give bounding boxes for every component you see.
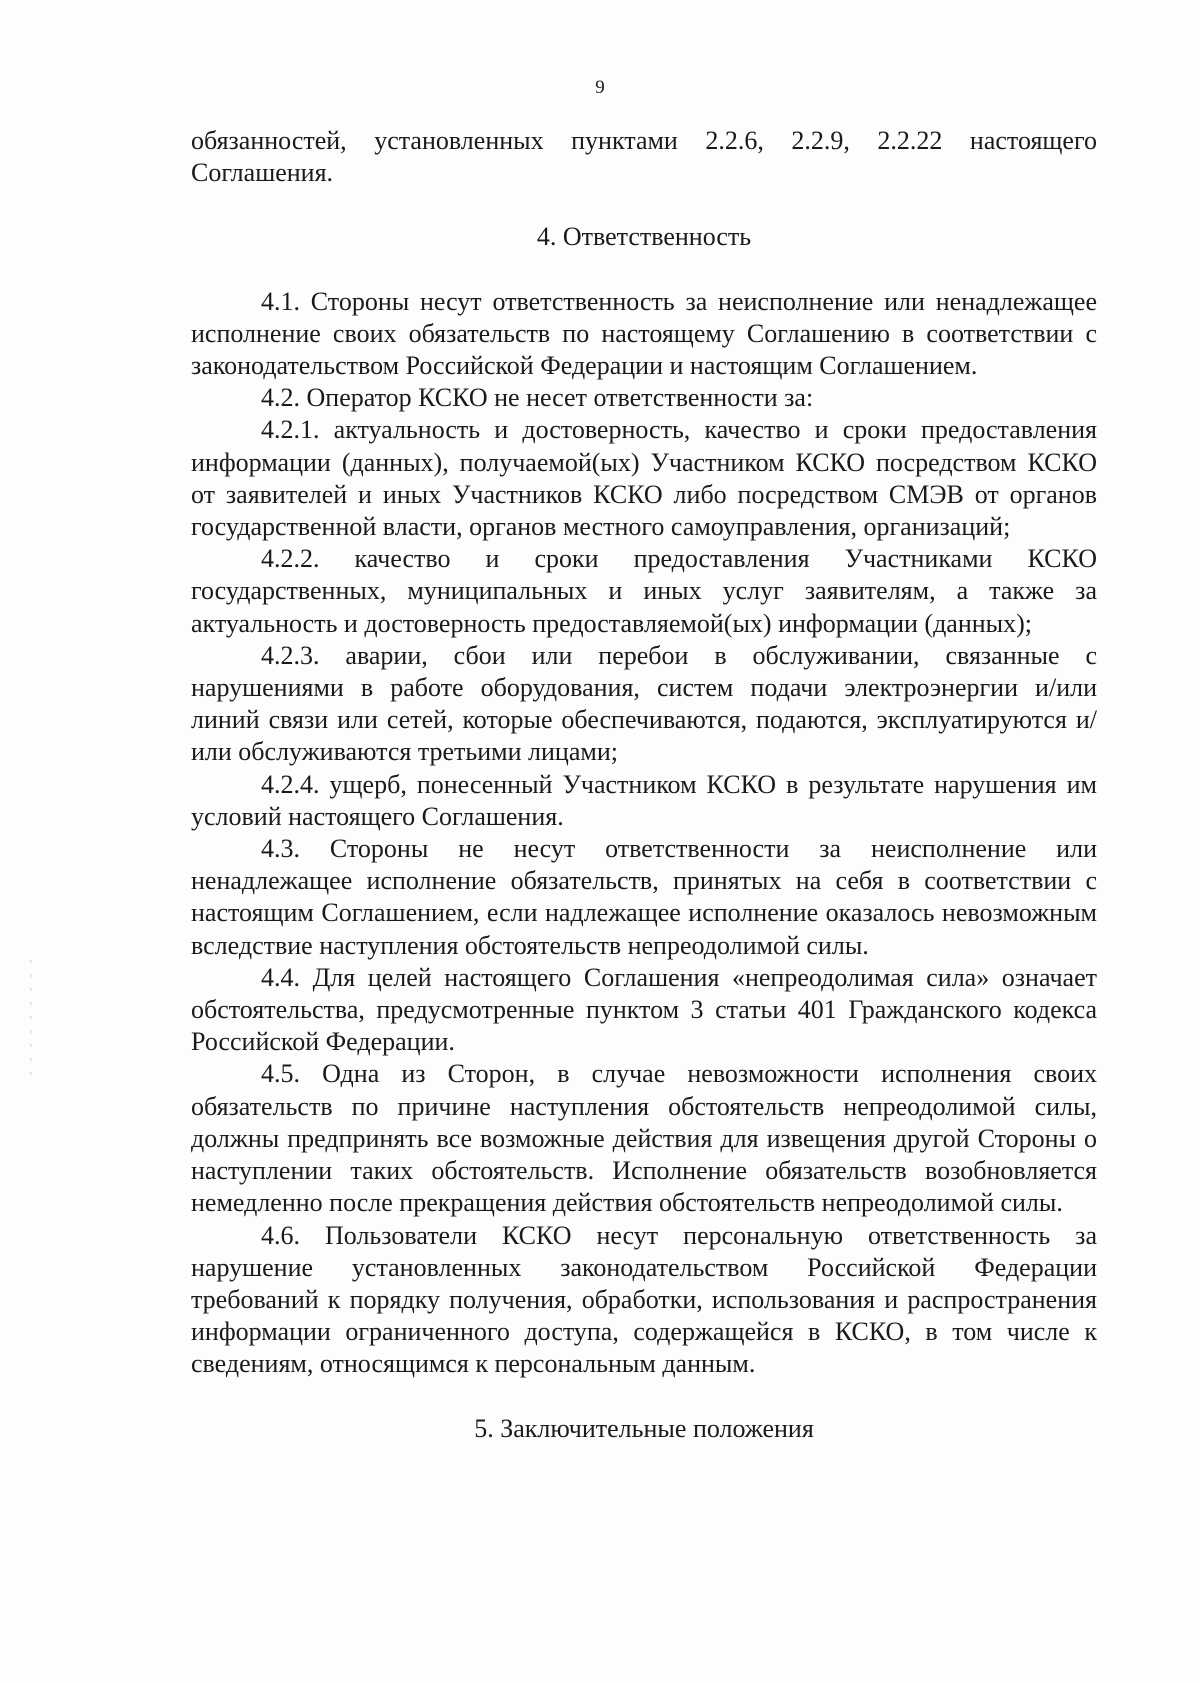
section-5-title: 5. Заключительные положения: [474, 1413, 814, 1443]
paragraph-4-2: 4.2. Оператор КСКО не несет ответственности за:: [261, 383, 814, 413]
paragraph-4-2-4: 4.2.4. ущерб, понесенный Участником КСКО в результате нарушения им условий настоящего Соглашения.: [191, 769, 1097, 831]
paragraph-4-2-2: 4.2.2. качество и сроки предоставления Участниками КСКО государственных, муниципальных и иных услуг заявителям, а также за актуальность и достоверность предоставляемой(ых) информации (данных);: [191, 544, 1097, 638]
document-body: [191, 125, 1097, 1445]
scan-artifact: [30, 960, 32, 1080]
paragraph-4-6: 4.6. Пользователи КСКО несут персональную ответственность за нарушение установленных законодательством Российской Федерации требований к порядку получения, обработки, использования и распространения информации ограниченного доступа, содержащейся в КСКО, в том числе к сведениям, относящимся к персональным данным.: [191, 1220, 1097, 1379]
page-number: 9: [595, 77, 605, 98]
paragraph-4-2-1: 4.2.1. актуальность и достоверность, качество и сроки предоставления информации (данных), получаемой(ых) Участником КСКО посредством КСКО от заявителей и иных Участников КСКО либо посредством СМЭВ от органов государственной власти, органов местного самоуправления, организаций;: [191, 415, 1097, 542]
section-4-title: 4. Ответственность: [536, 222, 752, 252]
paragraph-4-3: 4.3. Стороны не несут ответственности за неисполнение или ненадлежащее исполнение обязательств, принятых на себя в соответствии с настоящим Соглашением, если надлежащее исполнение оказалось невозможным вследствие наступления обстоятельств непреодолимой силы.: [191, 834, 1097, 960]
paragraph-4-5: 4.5. Одна из Сторон, в случае невозможности исполнения своих обязательств по причине наступления обстоятельств непреодолимой силы, должны предпринять все возможные действия для извещения другой Стороны о наступлении таких обстоятельств. Исполнение обязательств возобновляется немедленно после прекращения действия обстоятельств непреодолимой силы.: [191, 1059, 1097, 1218]
paragraph-4-4: 4.4. Для целей настоящего Соглашения «непреодолимая сила» означает обстоятельства, предусмотренные пунктом 3 статьи 401 Гражданского кодекса Российской Федерации.: [191, 962, 1097, 1057]
continuation-paragraph: обязанностей, установленных пунктами 2.2.6, 2.2.9, 2.2.22 настоящего Соглашения.: [191, 126, 1097, 188]
paragraph-4-1: 4.1. Стороны несут ответственность за неисполнение или ненадлежащее исполнение своих обязательств по настоящему Соглашению в соответствии с законодательством Российской Федерации и настоящим Соглашением.: [191, 286, 1097, 381]
paragraph-4-2-3: 4.2.3. аварии, сбои или перебои в обслуживании, связанные с нарушениями в работе оборудования, систем подачи электроэнергии и/или линий связи или сетей, которые обеспечиваются, подаются, эксплуатируются и/или обслуживаются третьими лицами;: [191, 640, 1097, 767]
